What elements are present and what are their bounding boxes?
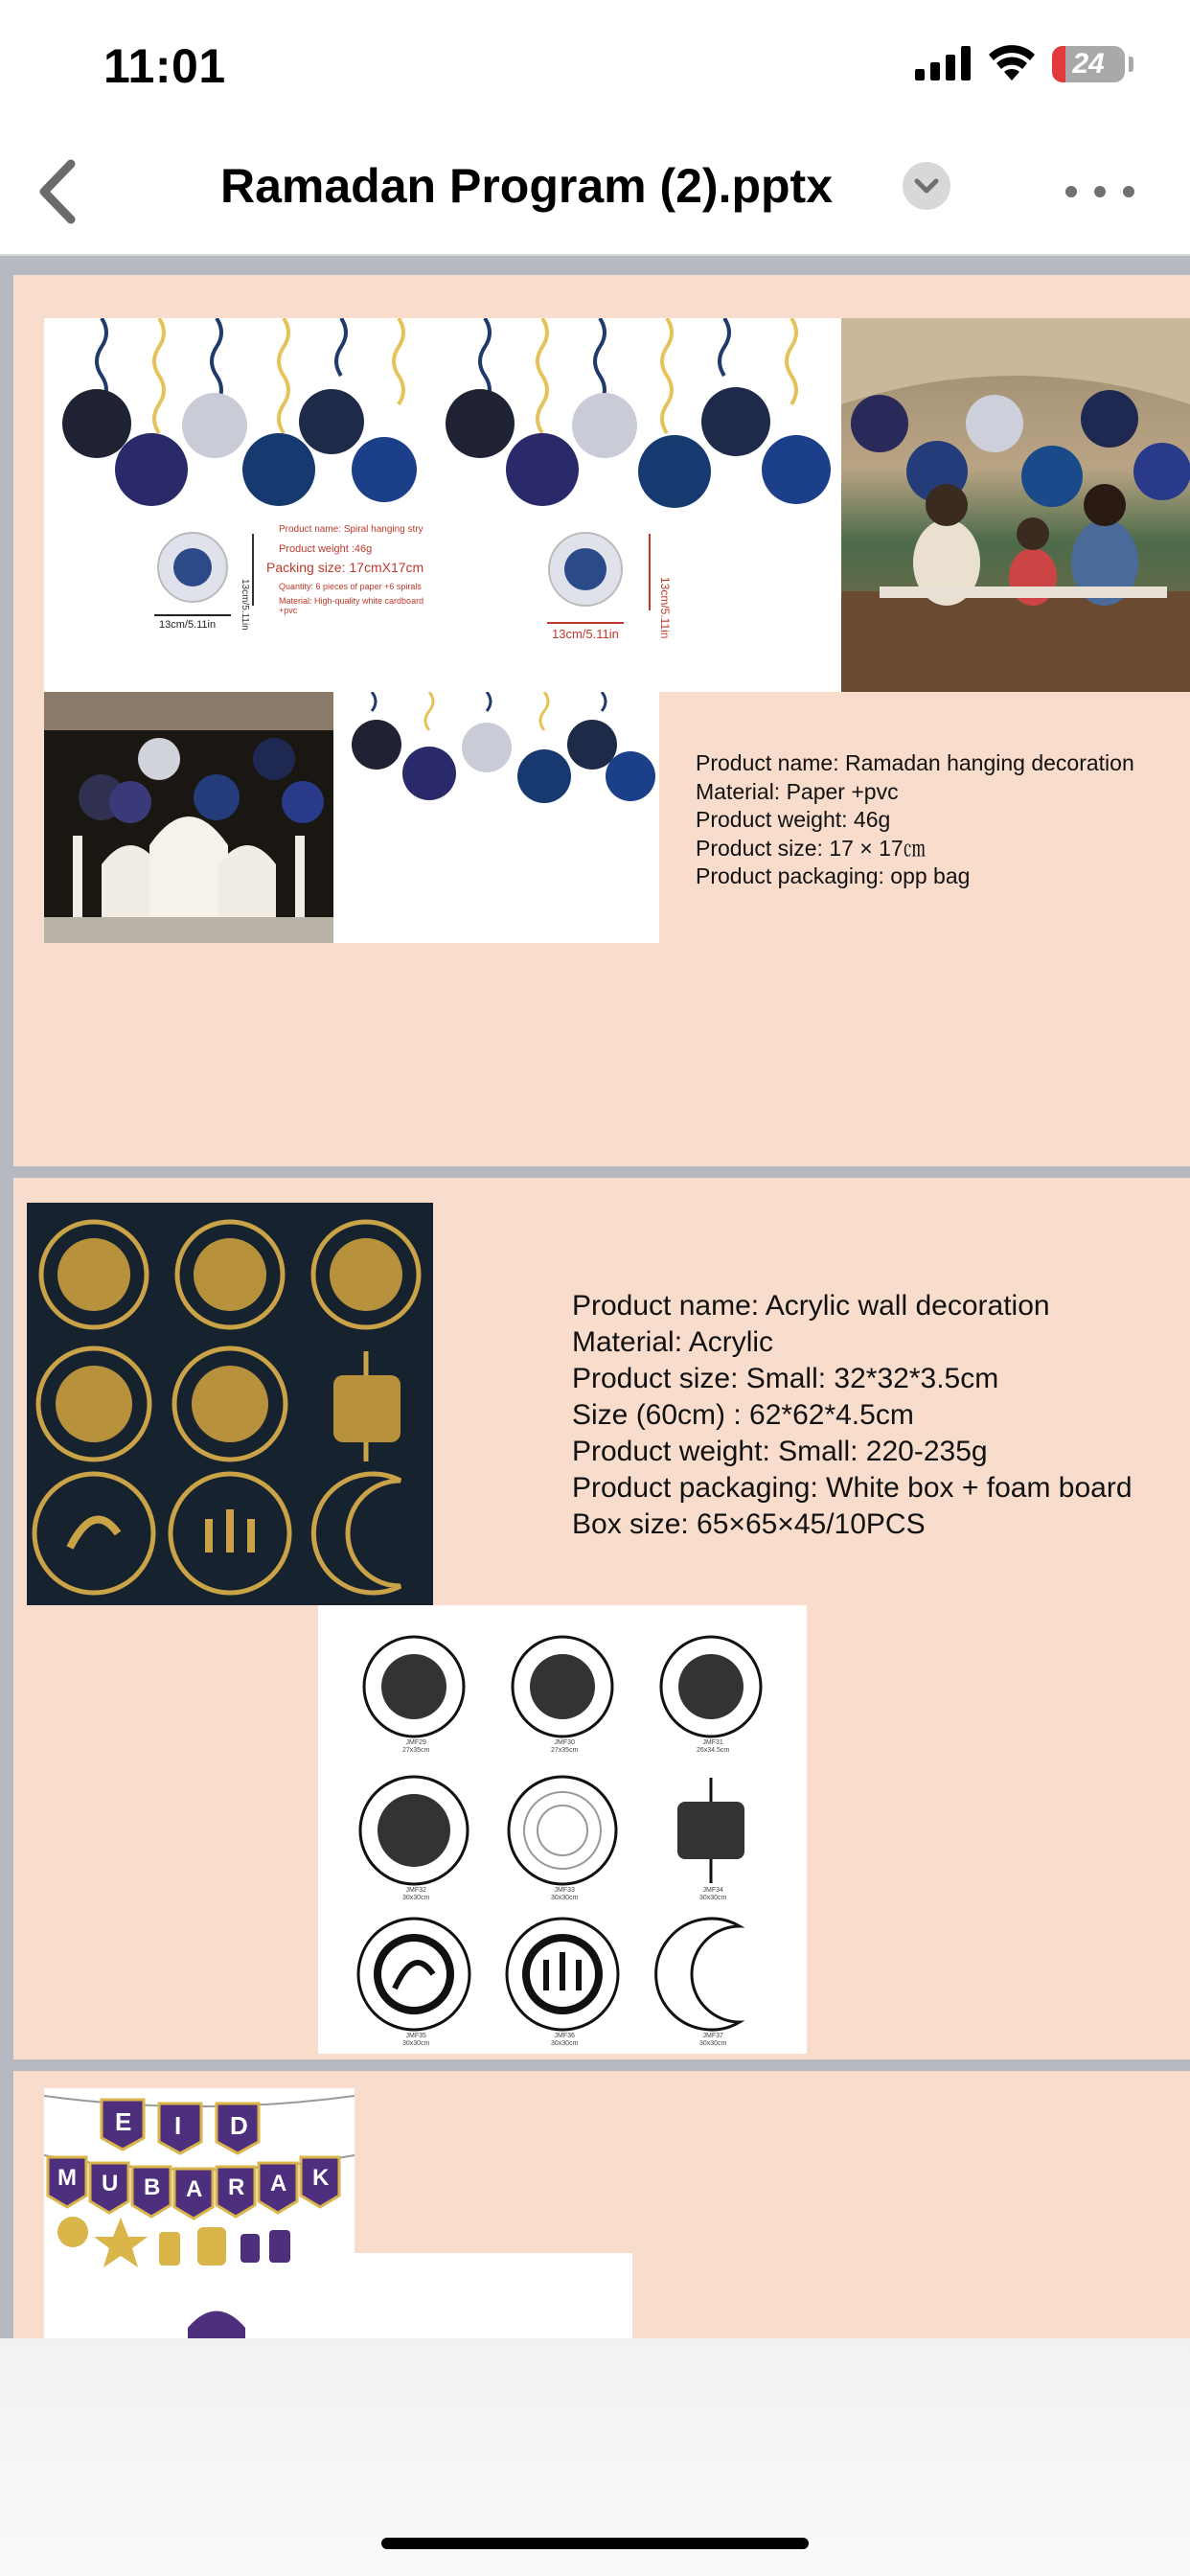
battery-icon xyxy=(1052,46,1125,82)
line-art-size: 30x30cm xyxy=(402,1895,430,1901)
slide-2-text-line: Material: Acrylic xyxy=(572,1326,774,1358)
banner-letter: A xyxy=(186,2176,203,2202)
banner-letter: K xyxy=(312,2165,330,2191)
slide-2-text-line: Product weight: Small: 220-235g xyxy=(572,1436,988,1467)
line-art-size: 30x30cm xyxy=(699,1895,727,1901)
slide-2-text-line: Product name: Acrylic wall decoration xyxy=(572,1290,1050,1322)
line-art-code: JMF37 xyxy=(702,2033,723,2039)
back-button[interactable] xyxy=(34,158,82,225)
cellular-signal-icon xyxy=(915,46,971,80)
line-art-size: 30x30cm xyxy=(551,1895,579,1901)
spiral-product-name-label: Product name: Spiral hanging stry xyxy=(279,524,423,535)
spiral-dim-label-4: 13cm/5.11in xyxy=(658,577,672,639)
line-art-size: 27x35cm xyxy=(402,1747,430,1754)
hanging-ornaments-illustration xyxy=(44,318,841,692)
spiral-material-label: Material: High-quality white cardboard +pvc xyxy=(279,596,424,615)
calligraphy-line-art-image xyxy=(318,1605,807,2054)
spiral-hanging-product-image xyxy=(44,318,841,692)
spiral-dim-label-2: 13cm/5.11in xyxy=(552,627,619,641)
battery-level: 24 xyxy=(1072,48,1105,80)
slides-view[interactable] xyxy=(0,256,1190,2338)
line-art-code: JMF35 xyxy=(405,2033,426,2039)
banner-letter: B xyxy=(144,2174,161,2200)
home-indicator[interactable] xyxy=(381,2538,809,2549)
banner-letter: D xyxy=(230,2111,248,2140)
banner-letter: A xyxy=(270,2171,287,2196)
slide-1-text-line: Product name: Ramadan hanging decoration xyxy=(696,750,1134,775)
line-art-size: 30x30cm xyxy=(699,2040,727,2047)
slide-2-description xyxy=(572,1288,1133,1543)
ornaments-image xyxy=(333,692,659,943)
slide-1-text-line: Product weight: 46g xyxy=(696,807,891,832)
spiral-product-weight-label: Product weight :46g xyxy=(279,543,373,555)
banner-letter: U xyxy=(102,2171,119,2196)
spiral-quantity-label: Quantity: 6 pieces of paper +6 spirals xyxy=(279,582,422,591)
slide-1[interactable] xyxy=(13,275,1190,1166)
slide-1-text-line: Product packaging: opp bag xyxy=(696,863,971,888)
banner-letter: I xyxy=(174,2111,182,2140)
line-art-size: 26x34.5cm xyxy=(697,1747,730,1754)
slide-1-description xyxy=(696,749,1134,891)
slide-2-text-line: Product packaging: White box + foam board xyxy=(572,1472,1133,1504)
slide-2-text-line: Product size: Small: 32*32*3.5cm xyxy=(572,1363,999,1394)
line-art-code: JMF34 xyxy=(702,1887,723,1894)
document-title[interactable]: Ramadan Program (2).pptx xyxy=(220,159,834,213)
title-dropdown-button[interactable] xyxy=(903,162,950,210)
slide-2-text-line: Box size: 65×65×45/10PCS xyxy=(572,1508,926,1540)
line-art-size: 27x35cm xyxy=(551,1747,579,1754)
mosque-backdrop-image xyxy=(44,692,333,943)
spiral-dim-label-3: 13cm/5.11in xyxy=(240,579,250,631)
battery-tip xyxy=(1129,57,1133,72)
more-options-button[interactable] xyxy=(1064,184,1169,199)
banner-letter: E xyxy=(115,2107,132,2136)
line-art-code: JMF30 xyxy=(554,1739,575,1746)
slide-1-text-line: Product size: 17 × 17㎝ xyxy=(696,835,926,861)
status-time: 11:01 xyxy=(103,39,226,93)
line-art-code: JMF33 xyxy=(554,1887,575,1894)
banner-letter: M xyxy=(57,2165,77,2191)
slide-2[interactable] xyxy=(13,1178,1190,2059)
line-art-code: JMF36 xyxy=(554,2033,575,2039)
slide-2-text-line: Size (60cm) : 62*62*4.5cm xyxy=(572,1399,914,1431)
spiral-packing-size-label: Packing size: 17cmX17cm xyxy=(266,560,424,575)
spiral-dim-label-1: 13cm/5.11in xyxy=(159,619,217,631)
line-art-size: 30x30cm xyxy=(551,2040,579,2047)
status-bar xyxy=(0,0,1190,129)
banner-letter: R xyxy=(228,2174,245,2200)
gold-calligraphy-image xyxy=(27,1203,433,1605)
wifi-icon xyxy=(987,42,1037,80)
line-art-code: JMF31 xyxy=(702,1739,723,1746)
restaurant-scene-image xyxy=(841,318,1190,692)
slide-3-second-image xyxy=(355,2253,632,2338)
nav-bar xyxy=(0,129,1190,256)
slide-1-text-line: Material: Paper +pvc xyxy=(696,778,899,804)
line-art-code: JMF29 xyxy=(405,1739,426,1746)
line-art-code: JMF32 xyxy=(405,1887,426,1894)
slide-3[interactable] xyxy=(13,2071,1190,2338)
eid-mubarak-banner-image xyxy=(44,2088,355,2338)
line-art-size: 30x30cm xyxy=(402,2040,430,2047)
